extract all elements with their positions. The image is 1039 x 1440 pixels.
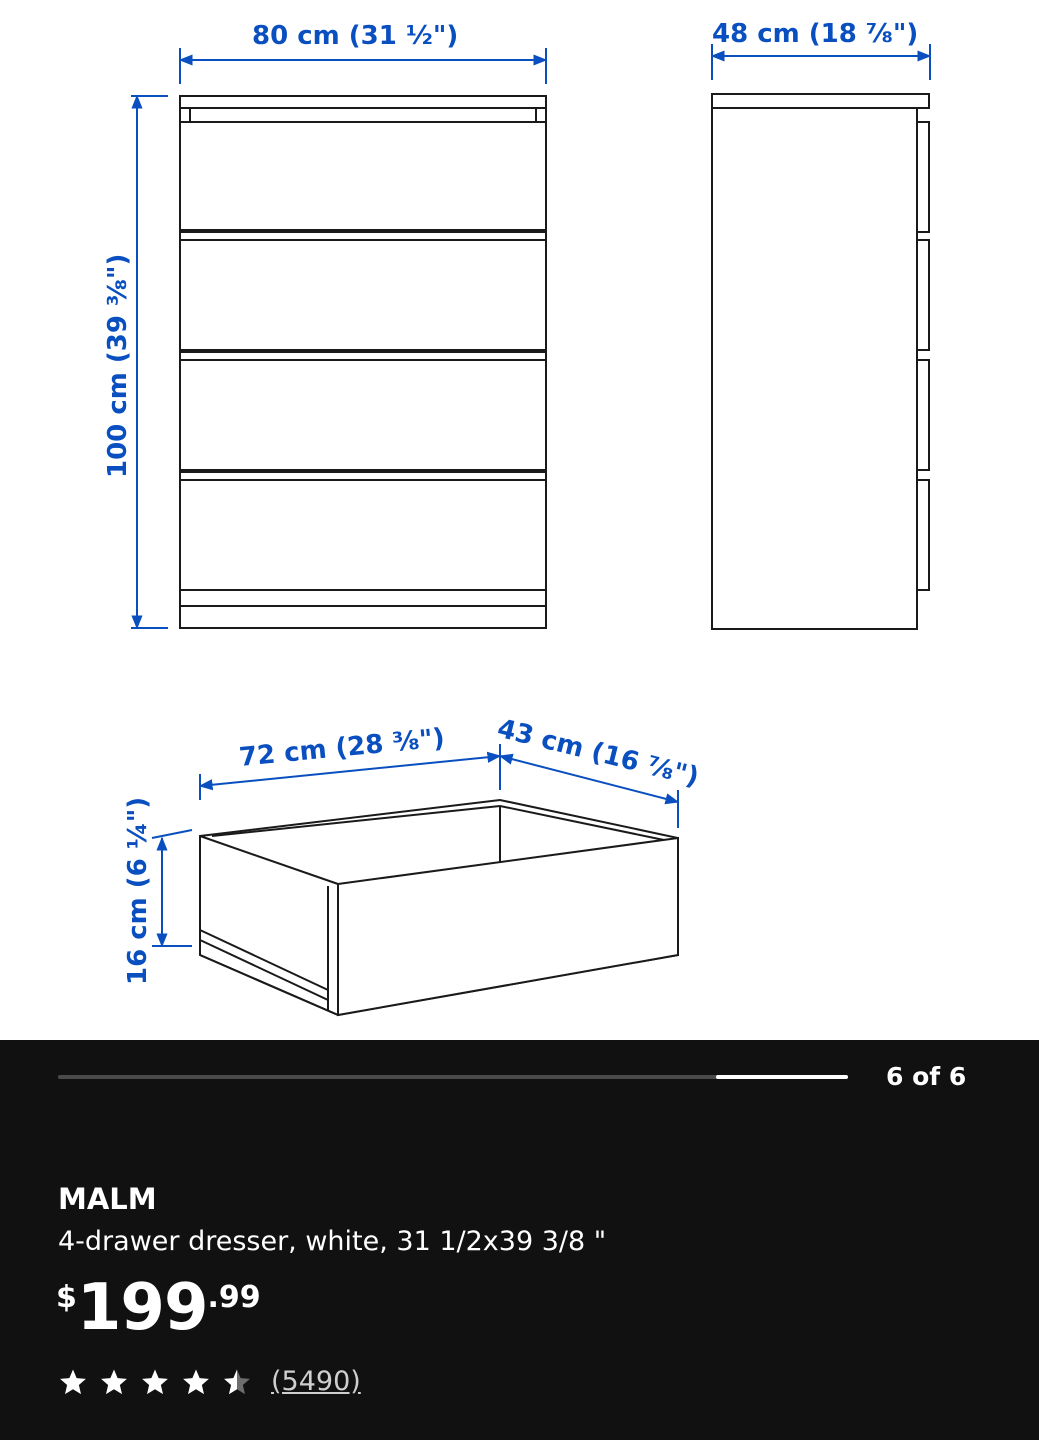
dresser-height-label: 100 cm (39 ⅜"): [103, 253, 133, 478]
price-currency: $: [56, 1280, 77, 1315]
gallery-progress-indicator: [716, 1075, 848, 1079]
drawer-width-label: 72 cm (28 ⅜"): [237, 723, 446, 773]
gallery-counter: 6 of 6: [886, 1062, 967, 1091]
star-full-icon: [99, 1367, 129, 1397]
product-name[interactable]: MALM: [58, 1182, 157, 1216]
drawer-perspective-view: [200, 800, 678, 1015]
product-description: 4-drawer dresser, white, 31 1/2x39 3/8 ": [58, 1226, 607, 1257]
dresser-width-label: 80 cm (31 ½"): [252, 21, 459, 51]
dresser-side-view: [712, 94, 929, 629]
price-integer: 199: [76, 1271, 208, 1345]
drawer-depth-label: 43 cm (16 ⅞"): [494, 713, 702, 793]
star-full-icon: [58, 1367, 88, 1397]
dresser-front-view: [180, 96, 546, 628]
dresser-depth-label: 48 cm (18 ⅞"): [712, 19, 919, 49]
price-decimal: .99: [207, 1280, 261, 1315]
star-half-icon: [222, 1367, 252, 1397]
gallery-progress-bar: [58, 1075, 848, 1079]
drawer-height-label: 16 cm (6 ¼"): [123, 796, 153, 985]
star-full-icon: [181, 1367, 211, 1397]
product-price: [56, 1272, 261, 1344]
star-full-icon: [140, 1367, 170, 1397]
review-count-link[interactable]: (5490): [271, 1366, 361, 1397]
product-rating[interactable]: [58, 1366, 361, 1397]
